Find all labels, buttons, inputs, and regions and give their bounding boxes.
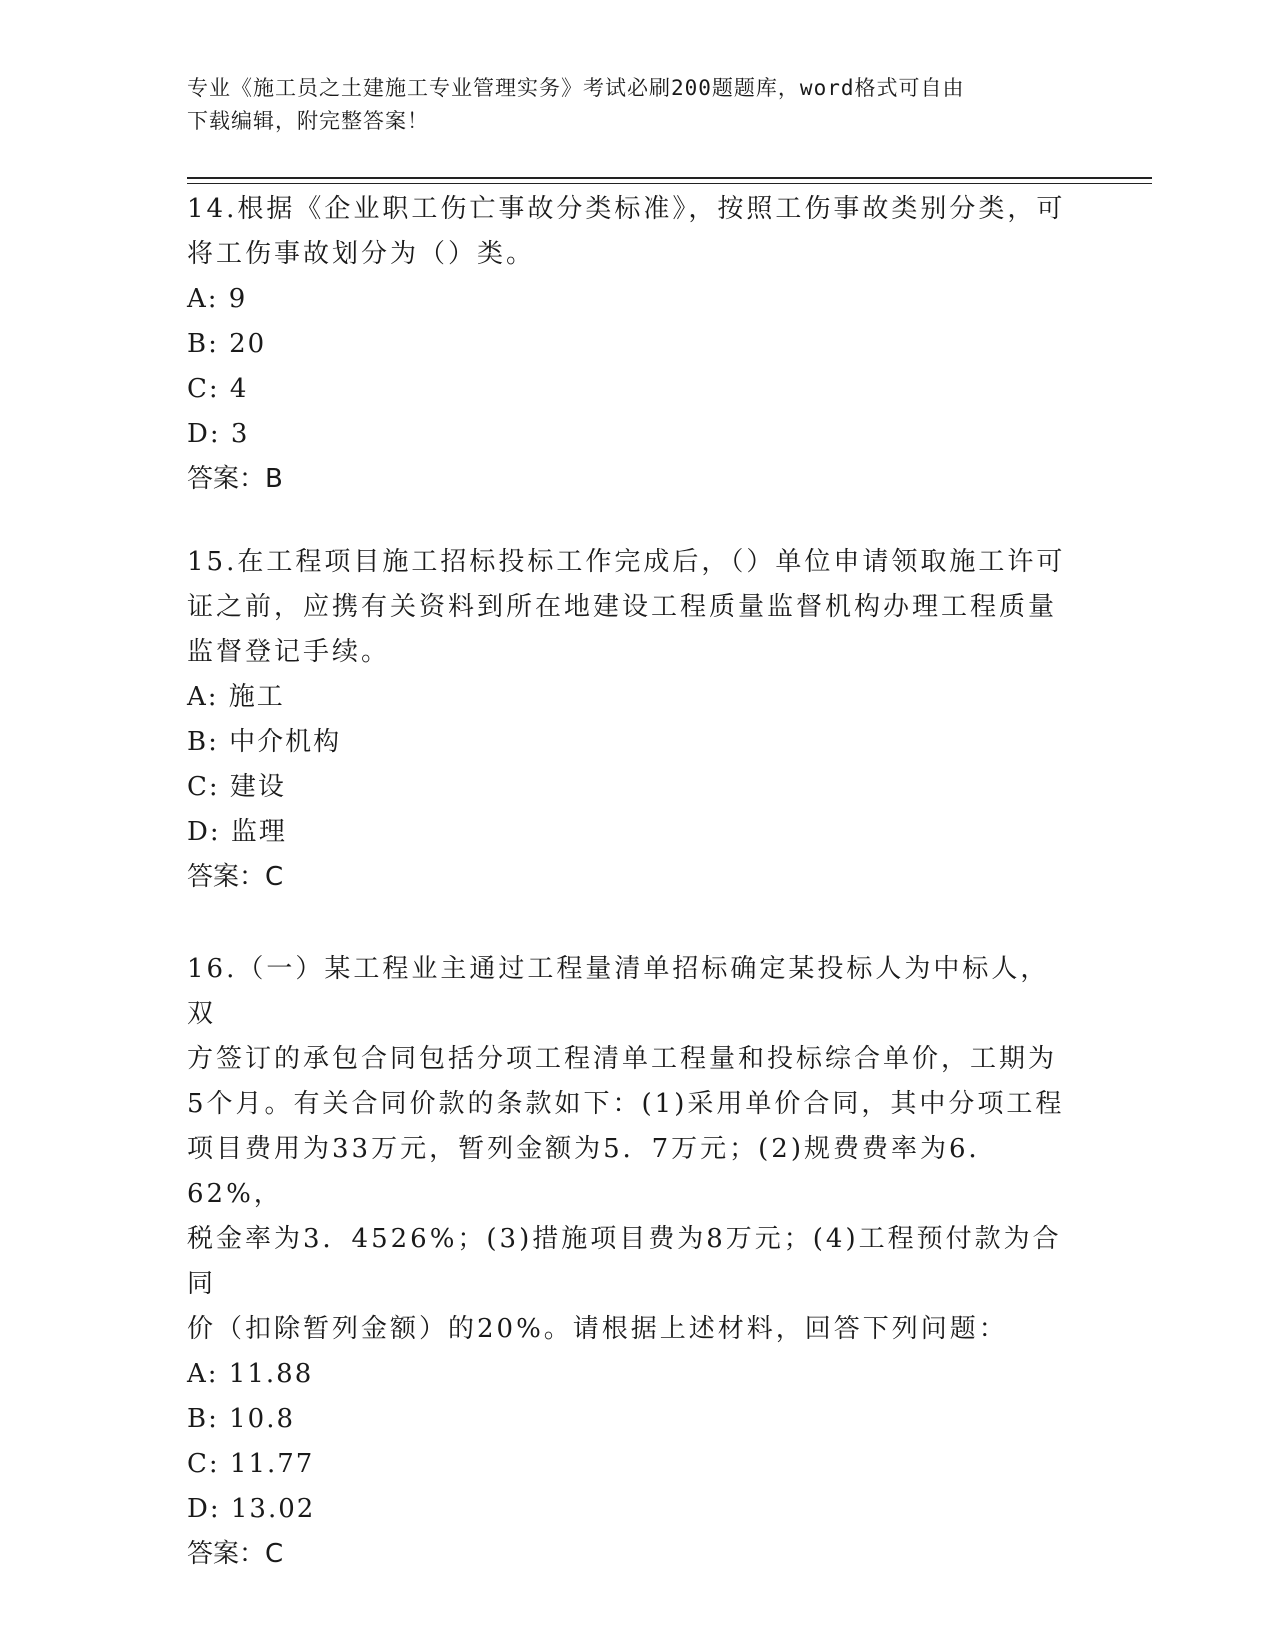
question-16-answer: 答案：C (187, 1539, 284, 1569)
header-divider-thin (187, 183, 1152, 184)
header-divider-thick (187, 177, 1152, 179)
question-15-option-c: C: 建设 (187, 772, 286, 802)
question-15-answer: 答案：C (187, 862, 284, 892)
question-14-option-d: D: 3 (187, 419, 250, 449)
question-14-option-c: C: 4 (187, 374, 249, 404)
question-14-option-a: A: 9 (187, 284, 248, 314)
question-16-line-5: 税金率为3．4526%；(3)措施项目费为8万元；(4)工程预付款为合同 (187, 1224, 1062, 1299)
question-16-option-c: C: 11.77 (187, 1449, 315, 1479)
question-14 (187, 187, 1077, 502)
question-14-line-1: 14.根据《企业职工伤亡事故分类标准》，按照工伤事故类别分类，可 (187, 194, 1066, 224)
header-line-2: 下载编辑，附完整答案！ (187, 109, 429, 133)
question-14-answer: 答案：B (187, 464, 283, 494)
document-header (187, 72, 1067, 138)
question-16-option-b: B: 10.8 (187, 1404, 296, 1434)
question-16 (187, 947, 1077, 1577)
question-16-line-4: 项目费用为33万元，暂列金额为5．7万元；(2)规费费率为6．62%， (187, 1134, 998, 1209)
question-16-line-6: 价（扣除暂列金额）的20%。请根据上述材料，回答下列问题： (187, 1314, 1008, 1344)
question-15 (187, 540, 1077, 900)
header-line-1: 专业《施工员之土建施工专业管理实务》考试必刷200题题库，word格式可自由 (187, 76, 965, 100)
question-15-line-1: 15.在工程项目施工招标投标工作完成后，（）单位申请领取施工许可 (187, 547, 1066, 577)
question-16-option-a: A: 11.88 (187, 1359, 314, 1389)
question-16-option-d: D: 13.02 (187, 1494, 316, 1524)
question-16-line-3: 5个月。有关合同价款的条款如下：(1)采用单价合同，其中分项工程 (187, 1089, 1065, 1119)
question-15-line-2: 证之前，应携有关资料到所在地建设工程质量监督机构办理工程质量 (187, 592, 1058, 622)
question-15-line-3: 监督登记手续。 (187, 637, 391, 667)
question-16-line-1: 16.（一）某工程业主通过工程量清单招标确定某投标人为中标人，双 (187, 954, 1050, 1029)
question-15-option-b: B: 中介机构 (187, 727, 342, 757)
question-16-line-2: 方签订的承包合同包括分项工程清单工程量和投标综合单价，工期为 (187, 1044, 1058, 1074)
question-14-line-2: 将工伤事故划分为（）类。 (187, 239, 536, 269)
question-15-option-a: A: 施工 (187, 682, 285, 712)
question-14-option-b: B: 20 (187, 329, 267, 359)
question-15-option-d: D: 监理 (187, 817, 287, 847)
